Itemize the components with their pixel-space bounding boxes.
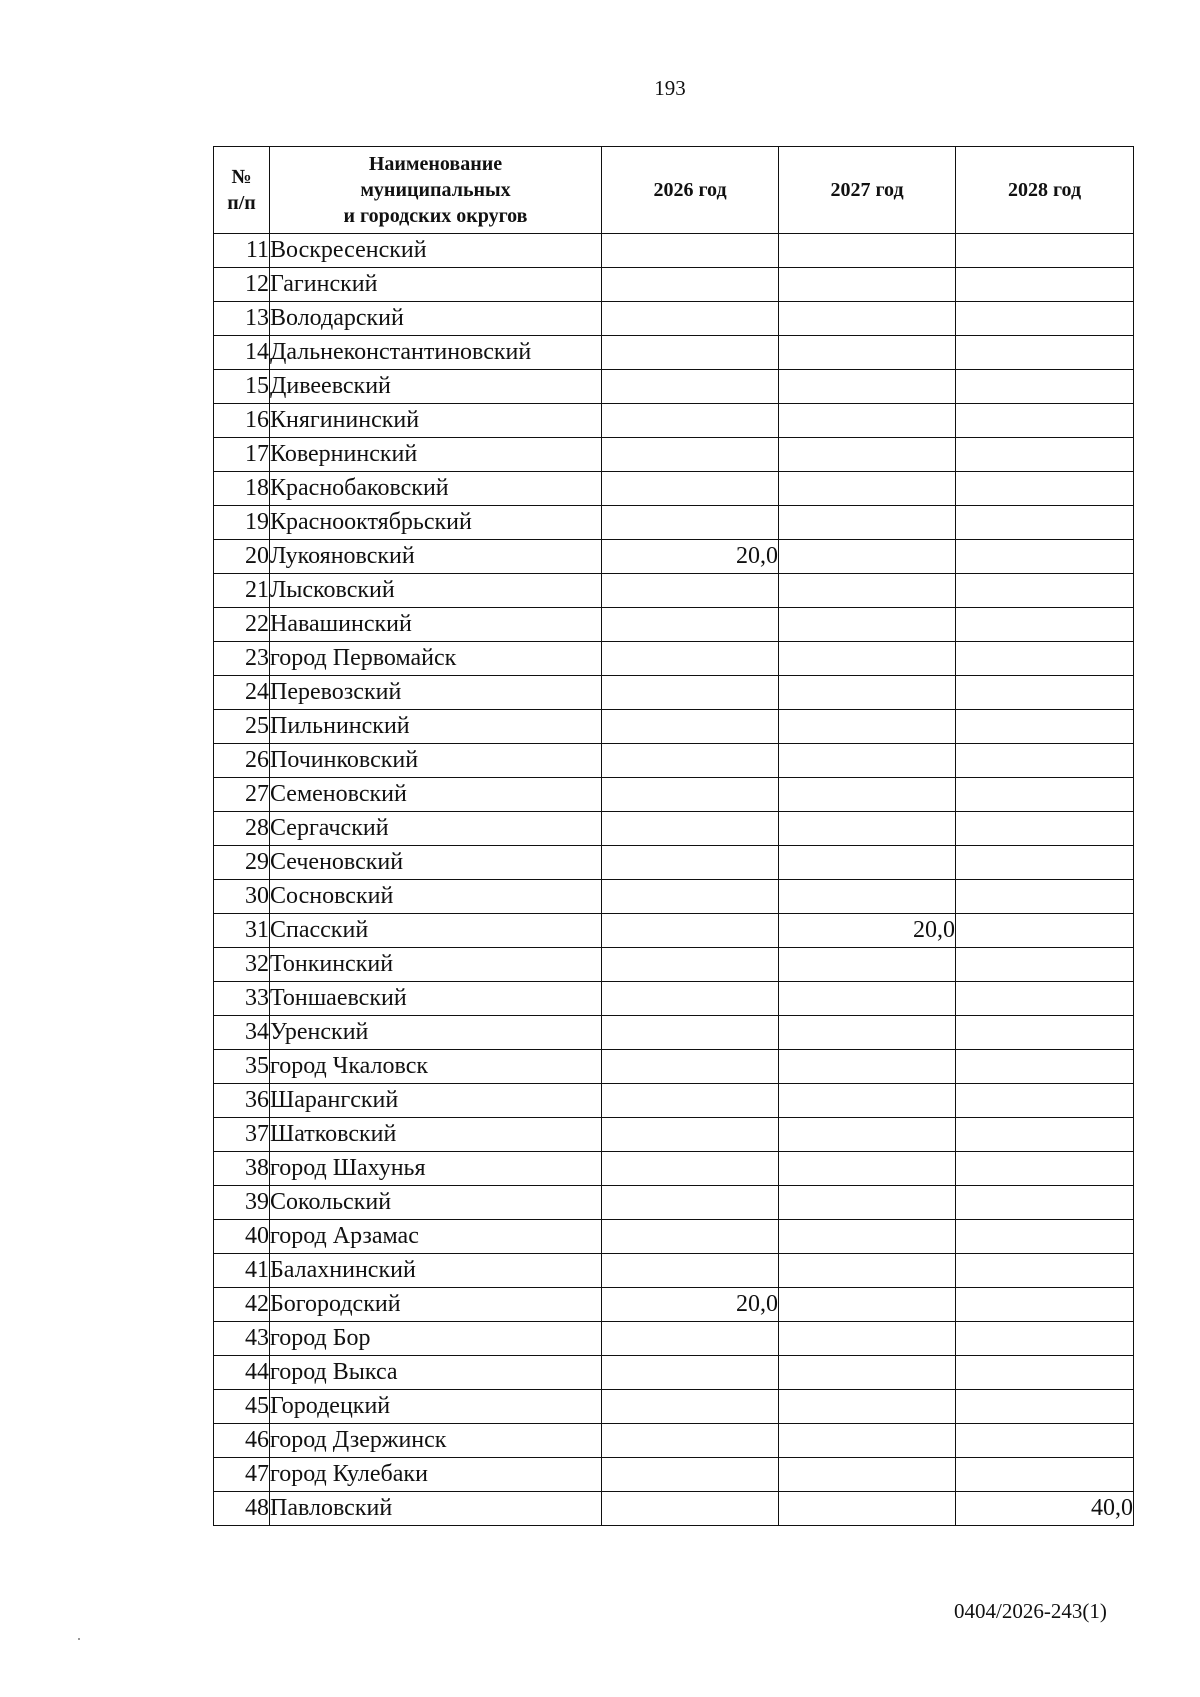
cell-value-2028 xyxy=(956,404,1134,438)
table-row xyxy=(214,1084,1134,1118)
table-row xyxy=(214,1390,1134,1424)
cell-value-2028 xyxy=(956,506,1134,540)
cell-value-2028 xyxy=(956,268,1134,302)
cell-value-2028 xyxy=(956,1186,1134,1220)
cell-municipality-name: Пильнинский xyxy=(270,710,602,744)
cell-value-2026 xyxy=(602,336,779,370)
table-row xyxy=(214,778,1134,812)
cell-number: 18 xyxy=(214,472,270,506)
cell-number: 17 xyxy=(214,438,270,472)
cell-value-2026 xyxy=(602,506,779,540)
table-row xyxy=(214,1424,1134,1458)
header-number-line: п/п xyxy=(227,192,256,214)
cell-municipality-name: Сокольский xyxy=(270,1186,602,1220)
table-row xyxy=(214,506,1134,540)
cell-number: 14 xyxy=(214,336,270,370)
table-row xyxy=(214,1356,1134,1390)
cell-number: 36 xyxy=(214,1084,270,1118)
cell-value-2028 xyxy=(956,574,1134,608)
table-header-row xyxy=(214,147,1134,234)
table-row xyxy=(214,404,1134,438)
cell-number: 22 xyxy=(214,608,270,642)
cell-value-2026 xyxy=(602,1492,779,1526)
header-year-2026: 2026 год xyxy=(602,147,779,234)
cell-value-2028 xyxy=(956,1458,1134,1492)
cell-municipality-name: Уренский xyxy=(270,1016,602,1050)
header-municipality xyxy=(270,147,602,234)
cell-value-2027 xyxy=(779,1288,956,1322)
cell-number: 40 xyxy=(214,1220,270,1254)
cell-value-2026 xyxy=(602,234,779,268)
cell-value-2027 xyxy=(779,404,956,438)
cell-number: 30 xyxy=(214,880,270,914)
cell-number: 16 xyxy=(214,404,270,438)
table-row xyxy=(214,1152,1134,1186)
cell-municipality-name: Сеченовский xyxy=(270,846,602,880)
cell-number: 29 xyxy=(214,846,270,880)
table-row xyxy=(214,574,1134,608)
cell-value-2027 xyxy=(779,948,956,982)
cell-number: 48 xyxy=(214,1492,270,1526)
cell-value-2026 xyxy=(602,1390,779,1424)
cell-municipality-name: Спасский xyxy=(270,914,602,948)
cell-value-2026 xyxy=(602,268,779,302)
cell-municipality-name: Починковский xyxy=(270,744,602,778)
cell-number: 31 xyxy=(214,914,270,948)
cell-value-2028 xyxy=(956,1356,1134,1390)
cell-value-2028 xyxy=(956,948,1134,982)
cell-value-2028 xyxy=(956,1254,1134,1288)
cell-value-2028 xyxy=(956,1322,1134,1356)
table-row xyxy=(214,608,1134,642)
cell-value-2028 xyxy=(956,370,1134,404)
cell-number: 46 xyxy=(214,1424,270,1458)
cell-municipality-name: Тоншаевский xyxy=(270,982,602,1016)
cell-number: 12 xyxy=(214,268,270,302)
cell-value-2028 xyxy=(956,880,1134,914)
cell-value-2026 xyxy=(602,1220,779,1254)
cell-value-2027 xyxy=(779,1186,956,1220)
cell-value-2027 xyxy=(779,880,956,914)
cell-number: 21 xyxy=(214,574,270,608)
cell-value-2026 xyxy=(602,404,779,438)
header-municipality-line: Наименование xyxy=(368,153,503,175)
table-row xyxy=(214,1322,1134,1356)
cell-value-2027 xyxy=(779,1016,956,1050)
cell-municipality-name: Лукояновский xyxy=(270,540,602,574)
cell-value-2028 xyxy=(956,1084,1134,1118)
header-municipality-line: и городских округов xyxy=(343,205,528,227)
cell-number: 33 xyxy=(214,982,270,1016)
table-row xyxy=(214,1458,1134,1492)
document-code: 0404/2026-243(1) xyxy=(954,1599,1107,1623)
cell-number: 11 xyxy=(214,234,270,268)
cell-value-2026 xyxy=(602,574,779,608)
cell-number: 39 xyxy=(214,1186,270,1220)
cell-value-2027 xyxy=(779,574,956,608)
scan-speck xyxy=(78,1638,80,1640)
cell-value-2027 xyxy=(779,1084,956,1118)
table-row xyxy=(214,1050,1134,1084)
cell-value-2026 xyxy=(602,370,779,404)
header-year-2028: 2028 год xyxy=(956,147,1134,234)
cell-value-2027 xyxy=(779,1118,956,1152)
cell-value-2026 xyxy=(602,880,779,914)
cell-municipality-name: город Чкаловск xyxy=(270,1050,602,1084)
cell-value-2028 xyxy=(956,1118,1134,1152)
cell-value-2026 xyxy=(602,642,779,676)
cell-municipality-name: Шатковский xyxy=(270,1118,602,1152)
cell-value-2027 xyxy=(779,846,956,880)
table-row xyxy=(214,812,1134,846)
cell-value-2026: 20,0 xyxy=(602,1288,779,1322)
cell-value-2028 xyxy=(956,1288,1134,1322)
cell-municipality-name: город Арзамас xyxy=(270,1220,602,1254)
cell-value-2028 xyxy=(956,1016,1134,1050)
table-row xyxy=(214,676,1134,710)
cell-value-2027 xyxy=(779,676,956,710)
table-row xyxy=(214,370,1134,404)
cell-municipality-name: Ковернинский xyxy=(270,438,602,472)
cell-value-2028 xyxy=(956,812,1134,846)
cell-value-2028 xyxy=(956,778,1134,812)
table-row xyxy=(214,1254,1134,1288)
cell-value-2026 xyxy=(602,846,779,880)
cell-value-2027 xyxy=(779,1322,956,1356)
table-row xyxy=(214,540,1134,574)
table-row xyxy=(214,744,1134,778)
cell-value-2028 xyxy=(956,744,1134,778)
table-row xyxy=(214,1016,1134,1050)
table-row xyxy=(214,302,1134,336)
cell-number: 47 xyxy=(214,1458,270,1492)
cell-value-2027 xyxy=(779,812,956,846)
cell-value-2027 xyxy=(779,1220,956,1254)
table-row xyxy=(214,336,1134,370)
cell-value-2026 xyxy=(602,438,779,472)
cell-value-2028 xyxy=(956,472,1134,506)
cell-value-2027 xyxy=(779,1458,956,1492)
cell-number: 28 xyxy=(214,812,270,846)
cell-value-2028 xyxy=(956,1050,1134,1084)
cell-value-2027 xyxy=(779,506,956,540)
cell-municipality-name: Балахнинский xyxy=(270,1254,602,1288)
cell-number: 41 xyxy=(214,1254,270,1288)
cell-municipality-name: Гагинский xyxy=(270,268,602,302)
cell-value-2027 xyxy=(779,1492,956,1526)
cell-municipality-name: Павловский xyxy=(270,1492,602,1526)
table-row xyxy=(214,1220,1134,1254)
cell-value-2027 xyxy=(779,302,956,336)
table-row xyxy=(214,880,1134,914)
cell-value-2028 xyxy=(956,1390,1134,1424)
cell-municipality-name: город Выкса xyxy=(270,1356,602,1390)
cell-value-2027 xyxy=(779,268,956,302)
cell-value-2027 xyxy=(779,1356,956,1390)
cell-value-2027 xyxy=(779,234,956,268)
cell-value-2026 xyxy=(602,1050,779,1084)
cell-number: 26 xyxy=(214,744,270,778)
cell-municipality-name: город Бор xyxy=(270,1322,602,1356)
cell-value-2026 xyxy=(602,676,779,710)
cell-value-2026 xyxy=(602,1016,779,1050)
cell-number: 15 xyxy=(214,370,270,404)
cell-value-2028 xyxy=(956,336,1134,370)
cell-value-2027 xyxy=(779,744,956,778)
cell-municipality-name: Навашинский xyxy=(270,608,602,642)
table-row xyxy=(214,268,1134,302)
cell-municipality-name: Краснобаковский xyxy=(270,472,602,506)
cell-value-2026 xyxy=(602,1254,779,1288)
cell-value-2027: 20,0 xyxy=(779,914,956,948)
cell-value-2027 xyxy=(779,710,956,744)
cell-value-2027 xyxy=(779,438,956,472)
table-row xyxy=(214,982,1134,1016)
cell-value-2026 xyxy=(602,812,779,846)
cell-value-2027 xyxy=(779,540,956,574)
cell-value-2027 xyxy=(779,1254,956,1288)
cell-value-2028 xyxy=(956,710,1134,744)
cell-municipality-name: Княгининский xyxy=(270,404,602,438)
header-municipality-line: муниципальных xyxy=(360,179,511,201)
cell-value-2027 xyxy=(779,370,956,404)
table-row xyxy=(214,914,1134,948)
cell-municipality-name: Тонкинский xyxy=(270,948,602,982)
cell-number: 32 xyxy=(214,948,270,982)
cell-number: 44 xyxy=(214,1356,270,1390)
cell-number: 23 xyxy=(214,642,270,676)
cell-value-2027 xyxy=(779,1152,956,1186)
cell-number: 43 xyxy=(214,1322,270,1356)
cell-municipality-name: город Первомайск xyxy=(270,642,602,676)
allocation-table xyxy=(213,146,1134,1526)
cell-value-2027 xyxy=(779,472,956,506)
cell-number: 45 xyxy=(214,1390,270,1424)
cell-number: 34 xyxy=(214,1016,270,1050)
table-row xyxy=(214,438,1134,472)
cell-value-2026 xyxy=(602,1356,779,1390)
cell-value-2028 xyxy=(956,234,1134,268)
cell-municipality-name: Сергачский xyxy=(270,812,602,846)
cell-value-2026 xyxy=(602,982,779,1016)
table-row xyxy=(214,1288,1134,1322)
cell-value-2028 xyxy=(956,540,1134,574)
cell-value-2028 xyxy=(956,608,1134,642)
cell-value-2026 xyxy=(602,608,779,642)
cell-value-2026: 20,0 xyxy=(602,540,779,574)
cell-number: 42 xyxy=(214,1288,270,1322)
cell-value-2026 xyxy=(602,1424,779,1458)
cell-value-2026 xyxy=(602,1118,779,1152)
cell-value-2027 xyxy=(779,1424,956,1458)
table-row xyxy=(214,642,1134,676)
cell-municipality-name: Городецкий xyxy=(270,1390,602,1424)
cell-value-2027 xyxy=(779,1390,956,1424)
cell-number: 19 xyxy=(214,506,270,540)
cell-value-2026 xyxy=(602,472,779,506)
cell-value-2026 xyxy=(602,1186,779,1220)
cell-value-2026 xyxy=(602,778,779,812)
cell-number: 20 xyxy=(214,540,270,574)
cell-value-2028 xyxy=(956,1152,1134,1186)
cell-value-2026 xyxy=(602,302,779,336)
cell-municipality-name: Дивеевский xyxy=(270,370,602,404)
cell-number: 25 xyxy=(214,710,270,744)
cell-municipality-name: Перевозский xyxy=(270,676,602,710)
cell-value-2028 xyxy=(956,642,1134,676)
table-row xyxy=(214,846,1134,880)
cell-value-2028: 40,0 xyxy=(956,1492,1134,1526)
cell-municipality-name: Воскресенский xyxy=(270,234,602,268)
cell-value-2026 xyxy=(602,1458,779,1492)
cell-value-2028 xyxy=(956,438,1134,472)
cell-value-2028 xyxy=(956,1220,1134,1254)
table-row xyxy=(214,948,1134,982)
cell-value-2028 xyxy=(956,846,1134,880)
cell-municipality-name: Шарангский xyxy=(270,1084,602,1118)
cell-municipality-name: Володарский xyxy=(270,302,602,336)
cell-municipality-name: Богородский xyxy=(270,1288,602,1322)
page-number: 193 xyxy=(654,76,686,100)
header-number-line: № xyxy=(231,166,252,188)
cell-value-2027 xyxy=(779,336,956,370)
table-row xyxy=(214,1492,1134,1526)
header-number xyxy=(214,147,270,234)
cell-number: 27 xyxy=(214,778,270,812)
cell-value-2028 xyxy=(956,914,1134,948)
cell-municipality-name: город Шахунья xyxy=(270,1152,602,1186)
cell-value-2027 xyxy=(779,642,956,676)
table-row xyxy=(214,234,1134,268)
cell-number: 38 xyxy=(214,1152,270,1186)
cell-value-2027 xyxy=(779,608,956,642)
cell-value-2026 xyxy=(602,1152,779,1186)
cell-value-2027 xyxy=(779,1050,956,1084)
cell-number: 24 xyxy=(214,676,270,710)
cell-municipality-name: Семеновский xyxy=(270,778,602,812)
cell-value-2027 xyxy=(779,982,956,1016)
cell-value-2026 xyxy=(602,1322,779,1356)
cell-value-2026 xyxy=(602,744,779,778)
table-row xyxy=(214,1186,1134,1220)
cell-value-2028 xyxy=(956,982,1134,1016)
cell-number: 37 xyxy=(214,1118,270,1152)
table-row xyxy=(214,472,1134,506)
cell-value-2028 xyxy=(956,302,1134,336)
cell-municipality-name: Лысковский xyxy=(270,574,602,608)
cell-value-2028 xyxy=(956,1424,1134,1458)
header-year-2027: 2027 год xyxy=(779,147,956,234)
cell-municipality-name: Краснооктябрьский xyxy=(270,506,602,540)
cell-value-2028 xyxy=(956,676,1134,710)
cell-municipality-name: Дальнеконстантиновский xyxy=(270,336,602,370)
cell-municipality-name: город Кулебаки xyxy=(270,1458,602,1492)
cell-value-2026 xyxy=(602,948,779,982)
cell-number: 13 xyxy=(214,302,270,336)
cell-value-2026 xyxy=(602,710,779,744)
cell-municipality-name: город Дзержинск xyxy=(270,1424,602,1458)
cell-value-2027 xyxy=(779,778,956,812)
cell-municipality-name: Сосновский xyxy=(270,880,602,914)
cell-number: 35 xyxy=(214,1050,270,1084)
cell-value-2026 xyxy=(602,914,779,948)
table-row xyxy=(214,710,1134,744)
cell-value-2026 xyxy=(602,1084,779,1118)
table-row xyxy=(214,1118,1134,1152)
